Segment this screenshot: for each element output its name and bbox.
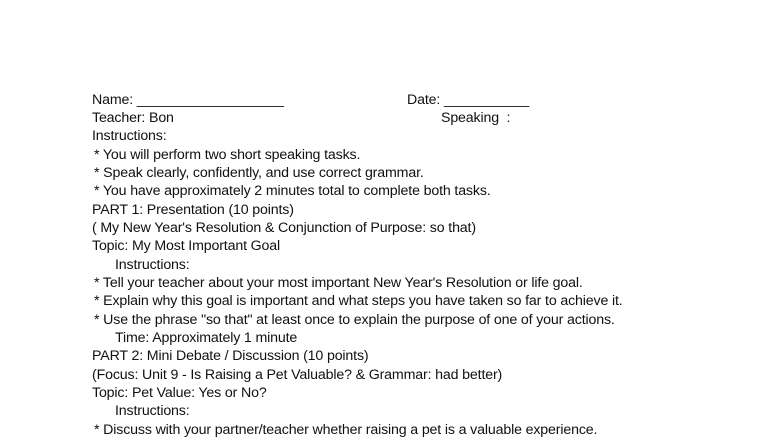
part2-instructions-heading: Instructions: [115, 403, 190, 419]
part1-instruction-item: * Tell your teacher about your most important New Year's Resolution or life goal. [94, 275, 583, 291]
name-field-label: Name: ___________________ [92, 92, 284, 108]
speaking-label: Speaking : [441, 110, 511, 126]
part1-instruction-item: * Use the phrase "so that" at least once to explain the purpose of one of your actions. [94, 312, 615, 328]
date-field-label: Date: ___________ [407, 92, 530, 108]
part1-topic: Topic: My Most Important Goal [92, 238, 281, 254]
part2-topic: Topic: Pet Value: Yes or No? [92, 385, 267, 401]
part1-title: PART 1: Presentation (10 points) [92, 202, 294, 218]
instructions-heading: Instructions: [92, 128, 167, 144]
part1-instructions-heading: Instructions: [115, 257, 190, 273]
part1-instruction-item: * Explain why this goal is important and what steps you have taken so far to achieve it. [94, 293, 623, 309]
part2-focus: (Focus: Unit 9 - Is Raising a Pet Valuable? & Grammar: had better) [92, 367, 503, 383]
part1-focus: ( My New Year's Resolution & Conjunction of Purpose: so that) [92, 220, 476, 236]
part1-time: Time: Approximately 1 minute [115, 330, 298, 346]
teacher-label: Teacher: Bon [92, 110, 174, 126]
instruction-item: * You will perform two short speaking tasks. [94, 147, 361, 163]
part2-title: PART 2: Mini Debate / Discussion (10 points) [92, 348, 369, 364]
instruction-item: * Speak clearly, confidently, and use correct grammar. [94, 165, 424, 181]
part2-instruction-item: * Discuss with your partner/teacher whether raising a pet is a valuable experience. [94, 422, 598, 438]
instruction-item: * You have approximately 2 minutes total to complete both tasks. [94, 183, 491, 199]
